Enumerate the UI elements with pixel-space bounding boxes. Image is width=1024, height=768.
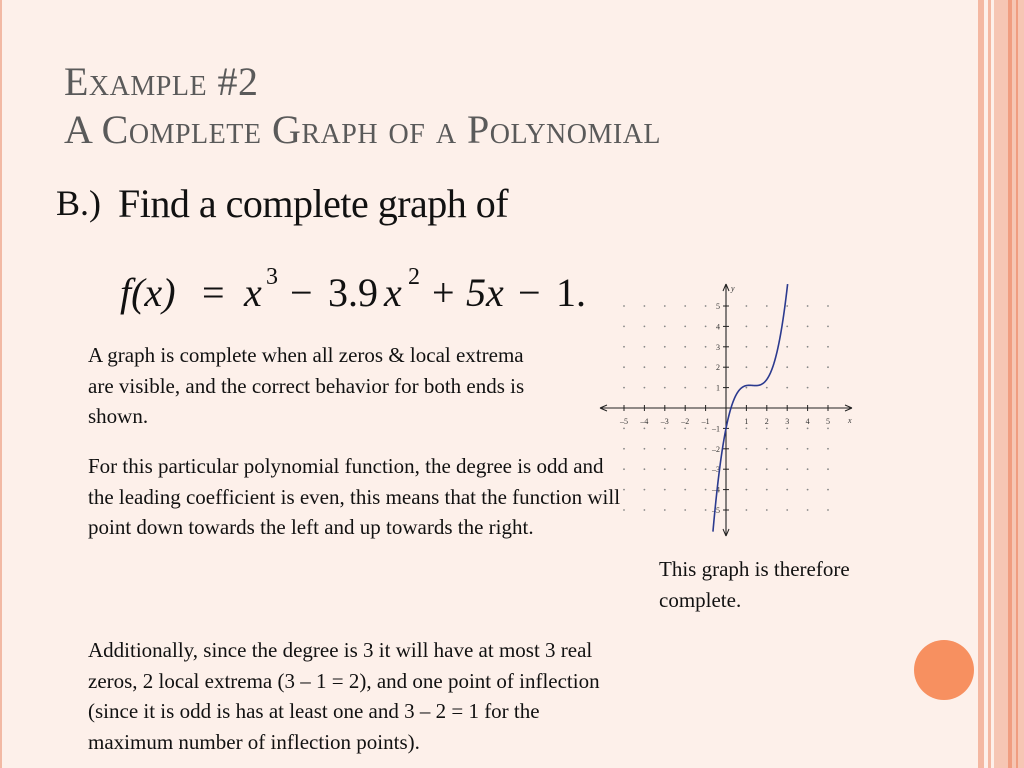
decorative-stripe [988,0,991,768]
grid-dot [766,387,768,389]
grid-dot [623,326,625,328]
grid-dot [746,305,748,307]
formula-constant: 1. [556,270,586,315]
grid-dot [746,387,748,389]
grid-dot [786,305,788,307]
x-tick-label: 3 [785,417,790,426]
grid-dot [746,448,748,450]
grid-dot [644,448,646,450]
slide-title [64,58,661,154]
formula-lhs: f(x) [120,270,176,315]
grid-dot [827,428,829,430]
y-tick-label: 1 [716,383,720,393]
grid-dot [786,489,788,491]
x-tick-label: 1 [744,417,749,426]
x-tick-label: 2 [764,417,769,426]
y-tick-label: –2 [712,444,720,454]
polynomial-graph [596,280,860,542]
grid-dot [827,448,829,450]
grid-dot [664,305,666,307]
formula-equals: = [202,270,225,315]
grid-dot [623,468,625,470]
grid-dot [664,346,666,348]
grid-dot [827,468,829,470]
formula-x-cubed-base: x [244,270,262,315]
grid-dot [766,489,768,491]
grid-dot [705,428,707,430]
grid-dot [644,326,646,328]
grid-dot [705,448,707,450]
y-axis-label: y [731,284,735,293]
grid-dot [623,489,625,491]
formula-exp-3: 3 [266,264,278,290]
grid-dot [746,468,748,470]
grid-dot [746,509,748,511]
grid-dot [684,346,686,348]
grid-dot [705,387,707,389]
grid-dot [664,448,666,450]
paragraph-zeros-extrema: Additionally, since the degree is 3 it will have at most 3 real zeros, 2 local extrema (3 – 1 = 2), and one point of inflection (since it is odd is has at least one and 3 – 2 = 1 for the maximum number of inflection points). [88,638,600,754]
formula-coef-3-9: 3.9 [328,270,378,315]
y-tick-label: –4 [712,485,720,495]
x-tick-label: –2 [681,417,690,426]
grid-dot [746,489,748,491]
grid-dot [684,428,686,430]
grid-dot [664,468,666,470]
grid-dot [623,305,625,307]
grid-dot [807,448,809,450]
grid-dot [766,468,768,470]
part-label: B.) [56,183,101,223]
decorative-stripe [1008,0,1012,768]
grid-dot [644,387,646,389]
grid-dot [746,346,748,348]
y-tick-label: 5 [716,302,720,311]
y-tick-label: 3 [716,342,720,352]
grid-dot [684,326,686,328]
x-tick-label: –4 [640,417,649,426]
grid-dot [786,509,788,511]
grid-dot [827,509,829,511]
grid-dot [664,428,666,430]
grid-dot [786,428,788,430]
grid-dot [786,468,788,470]
grid-dot [684,468,686,470]
grid-dot [623,366,625,368]
grid-dot [827,387,829,389]
y-tick-label: –1 [712,424,720,434]
grid-dot [644,428,646,430]
grid-dot [786,346,788,348]
grid-dot [623,428,625,430]
grid-dot [644,366,646,368]
grid-dot [644,509,646,511]
y-tick-label: 2 [716,363,720,373]
grid-dot [664,326,666,328]
grid-dot [766,448,768,450]
left-border [0,0,2,768]
grid-dot [807,326,809,328]
grid-dot [827,489,829,491]
grid-dot [766,428,768,430]
decorative-circle [914,640,974,700]
grid-dot [807,509,809,511]
grid-dot [807,428,809,430]
x-tick-label: 5 [826,417,830,426]
formula-minus-2: − [518,270,541,315]
y-tick-label: –3 [712,465,720,475]
grid-dot [705,346,707,348]
grid-dot [705,468,707,470]
grid-dot [807,346,809,348]
grid-dot [827,346,829,348]
grid-dot [786,366,788,368]
grid-dot [766,346,768,348]
grid-dot [766,305,768,307]
title-line-2: A Complete Graph of a Polynomial [64,107,662,152]
grid-dot [644,489,646,491]
grid-dot [705,509,707,511]
grid-dot [623,509,625,511]
grid-dot [827,366,829,368]
paragraph-complete-definition: A graph is complete when all zeros & local extrema are visible, and the correct behavior for both ends is shown. [88,343,525,428]
grid-dot [766,366,768,368]
grid-dot [684,305,686,307]
x-axis-label: x [848,416,852,425]
y-tick-label: –5 [712,506,720,515]
decorative-stripe [978,0,984,768]
grid-dot [644,305,646,307]
grid-dot [705,326,707,328]
grid-dot [786,387,788,389]
x-tick-label: –1 [701,417,710,426]
grid-dot [786,448,788,450]
grid-dot [705,305,707,307]
grid-dot [786,326,788,328]
grid-dot [684,387,686,389]
x-tick-label: –5 [620,417,628,426]
grid-dot [827,305,829,307]
grid-dot [684,366,686,368]
grid-dot [664,366,666,368]
grid-dot [807,489,809,491]
formula-x-squared-base: x [384,270,402,315]
grid-dot [644,468,646,470]
grid-dot [664,387,666,389]
grid-dot [684,489,686,491]
grid-dot [664,509,666,511]
grid-dot [684,509,686,511]
grid-dot [807,305,809,307]
grid-dot [623,448,625,450]
title-line-1: Example #2 [64,59,259,104]
grid-dot [746,366,748,368]
grid-dot [746,326,748,328]
grid-dot [664,489,666,491]
grid-dot [807,468,809,470]
grid-dot [623,346,625,348]
grid-dot [766,509,768,511]
formula-plus: + [432,270,455,315]
grid-dot [807,366,809,368]
grid-dot [644,346,646,348]
grid-dot [766,326,768,328]
formula-minus-1: − [290,270,313,315]
y-tick-label: 4 [716,322,720,332]
paragraph-end-behavior: For this particular polynomial function, the degree is odd and the leading coefficient is even, this means that the function will point down towards the left and up towards the right. [88,454,621,539]
grid-dot [705,489,707,491]
polynomial-formula [120,264,600,324]
x-tick-label: 4 [805,417,810,426]
formula-5x: 5x [466,270,504,315]
x-tick-label: –3 [660,417,669,426]
graph-caption: This graph is therefore complete. [659,557,850,612]
grid-dot [705,366,707,368]
instruction-text: Find a complete graph of [118,181,509,226]
grid-dot [746,428,748,430]
grid-dot [827,326,829,328]
grid-dot [623,387,625,389]
formula-exp-2: 2 [408,264,420,290]
grid-dot [684,448,686,450]
grid-dot [807,387,809,389]
decorative-stripe [1016,0,1018,768]
